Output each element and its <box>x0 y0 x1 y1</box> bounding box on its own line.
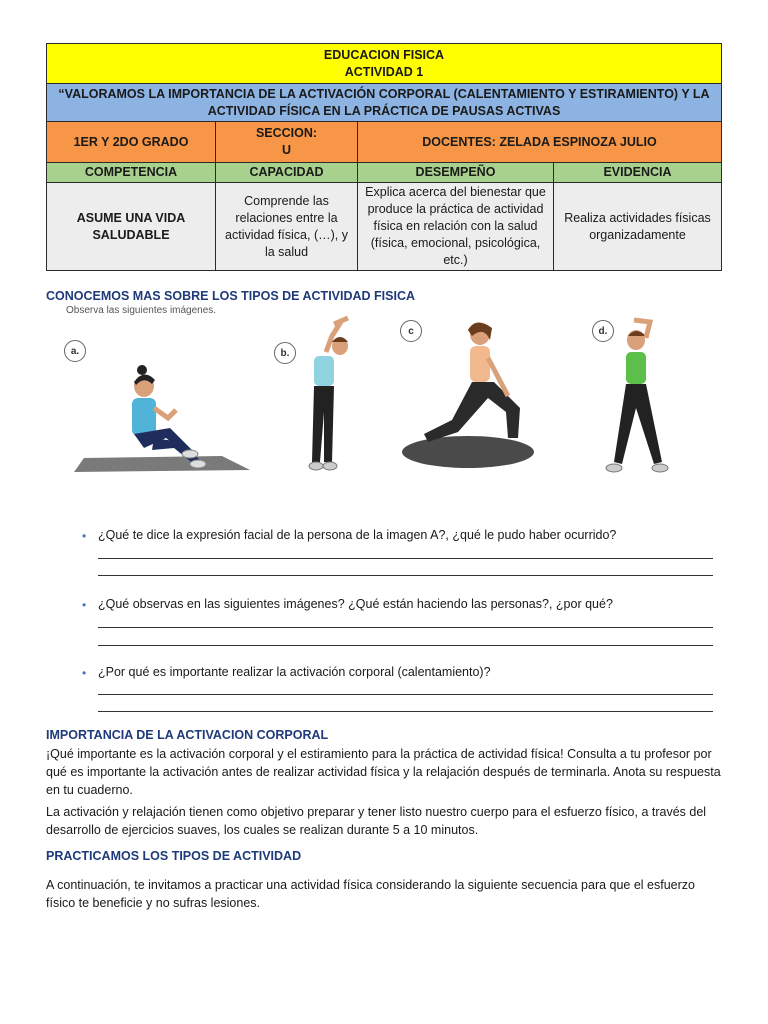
section-title-practicamos: PRACTICAMOS LOS TIPOS DE ACTIVIDAD <box>46 849 302 863</box>
answer-line[interactable] <box>98 575 713 576</box>
figure-d <box>590 312 690 487</box>
competencia-value: ASUME UNA VIDA SALUDABLE <box>47 183 216 271</box>
figure-c <box>398 312 538 482</box>
desempeno-value: Explica acerca del bienestar que produce la práctica de actividad física en relación con la salud (física, emocional, psicológica, etc.) <box>358 183 554 271</box>
paragraph-importancia-1: ¡Qué importante es la activación corporal y el estiramiento para la práctica de actividad física! Consulta a tu profesor por qué es importante la activación antes de realizar actividad física y la relajación después de terminarla. Anota su respuesta en tu cuaderno. <box>46 747 721 797</box>
section-label: SECCION: <box>255 126 318 140</box>
answer-line[interactable] <box>98 558 713 559</box>
course-title: EDUCACION FISICA <box>323 47 445 62</box>
answer-line[interactable] <box>98 645 713 646</box>
images-caption: Observa las siguientes imágenes. <box>66 305 217 316</box>
section-cell <box>216 122 358 163</box>
question-text: ¿Qué observas en las siguientes imágenes? ¿Qué están haciendo las personas?, ¿por qué? <box>98 597 613 611</box>
capacidad-value: Comprende las relaciones entre la actividad física, (…), y la salud <box>216 183 358 271</box>
header-competencia: COMPETENCIA <box>47 163 216 183</box>
figure-label-a: a. <box>64 340 86 362</box>
question-text: ¿Por qué es importante realizar la activación corporal (calentamiento)? <box>98 665 491 679</box>
figure-b <box>270 312 360 482</box>
figure-a <box>62 338 262 478</box>
bullet-icon: • <box>82 666 87 680</box>
seated-sneezing-figure-icon <box>62 338 262 478</box>
section-value: U <box>281 143 292 157</box>
section-title-importancia: IMPORTANCIA DE LA ACTIVACION CORPORAL <box>46 728 329 742</box>
figure-label-b: b. <box>274 342 296 364</box>
answer-line[interactable] <box>98 627 713 628</box>
question-text: ¿Qué te dice la expresión facial de la persona de la imagen A?, ¿qué le pudo haber ocurrido? <box>98 528 617 542</box>
grade-cell: 1ER Y 2DO GRADO <box>47 122 216 163</box>
answer-line[interactable] <box>98 711 713 712</box>
paragraph-importancia-2: La activación y relajación tienen como objetivo preparar y tener listo nuestro cuerpo para el esfuerzo físico, a través del desarrollo de ejercicios suaves, los cuales se realizan durante 5 a 10 minutos. <box>46 805 707 837</box>
bullet-icon: • <box>82 529 87 543</box>
paragraph-practicamos: A continuación, te invitamos a practicar una actividad física considerando la siguiente secuencia para que el esfuerzo físico te beneficie y no sufras lesiones. <box>46 878 695 910</box>
evidencia-value: Realiza actividades físicas organizadamente <box>554 183 722 271</box>
figure-label-c: c <box>400 320 422 342</box>
activity-header-table <box>46 43 722 271</box>
teachers-cell: DOCENTES: ZELADA ESPINOZA JULIO <box>358 122 722 163</box>
section-title-tipos: CONOCEMOS MAS SOBRE LOS TIPOS DE ACTIVIDAD FISICA <box>46 289 416 303</box>
header-evidencia: EVIDENCIA <box>554 163 722 183</box>
figure-label-d: d. <box>592 320 614 342</box>
header-desempeno: DESEMPEÑO <box>358 163 554 183</box>
side-stretch-figure-icon <box>270 312 360 482</box>
course-title-cell <box>47 44 722 84</box>
activity-number: ACTIVIDAD 1 <box>344 64 424 79</box>
bullet-icon: • <box>82 598 87 612</box>
activity-title: “VALORAMOS LA IMPORTANCIA DE LA ACTIVACIÓN CORPORAL (CALENTAMIENTO Y ESTIRAMIENTO) Y LA ACTIVIDAD FÍSICA EN LA PRÁCTICA DE PAUSAS ACTIVAS <box>47 84 722 122</box>
header-capacidad: CAPACIDAD <box>216 163 358 183</box>
answer-line[interactable] <box>98 694 713 695</box>
